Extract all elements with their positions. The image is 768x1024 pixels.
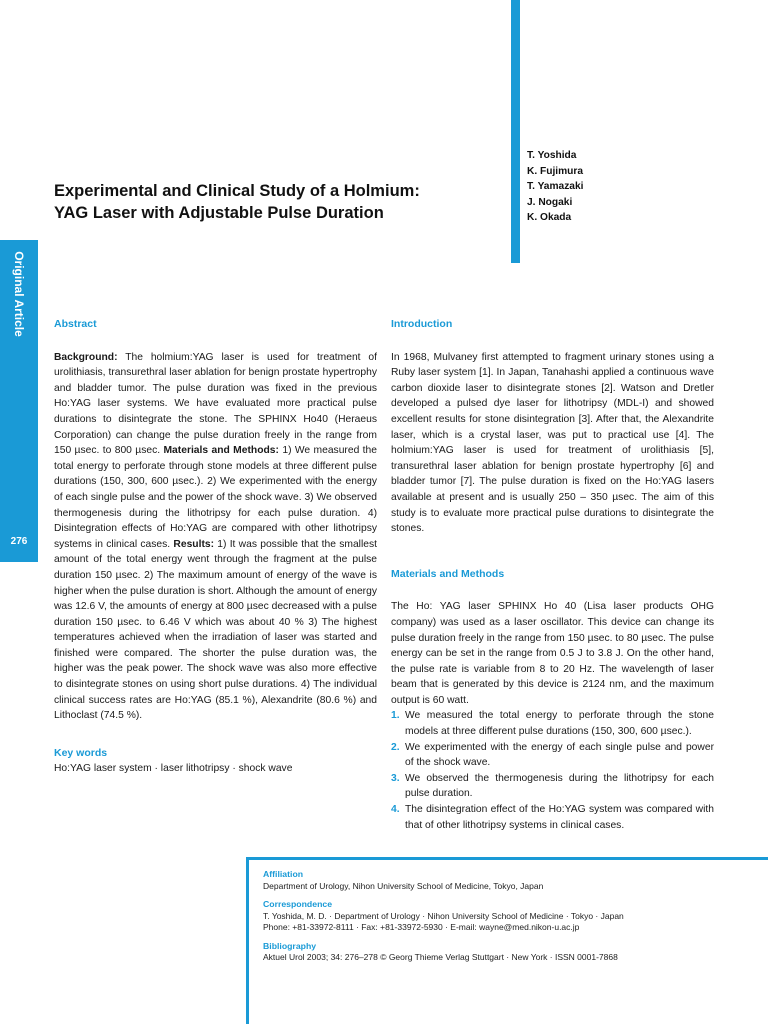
- list-text: We experimented with the energy of each single pulse and power of the shock wave.: [405, 741, 714, 769]
- list-text: We measured the total energy to perforate through the stone models at three different pulse durations (150, 300, 600 µsec.).: [405, 710, 714, 738]
- bibliography-heading: Bibliography: [263, 940, 317, 951]
- affiliation-top-rule: [246, 857, 768, 860]
- list-item: [391, 708, 714, 739]
- abstract-heading: Abstract: [54, 318, 97, 330]
- article-title: [54, 180, 494, 224]
- affiliation-left-rule: [246, 857, 249, 1024]
- list-number: 4.: [391, 804, 400, 816]
- list-item: [391, 740, 714, 771]
- article-title-line-2: YAG Laser with Adjustable Pulse Duration: [54, 204, 384, 222]
- methods-text: 1) We measured the total energy to perforate through stone models at three different pulse durations (150, 300, 600 µsec.). 2) We experimented with the energy of each single pulse and the power of the shock wave. 3) We observed thermogenesis during the lithotripsy for each pulse duration. 4) Disintegration effects of Ho:YAG are compared with other lithotripsy systems in clinical cases.: [54, 445, 377, 550]
- correspondence-contact: Phone: +81-33972-8111 · Fax: +81-33972-5930 · E-mail: wayne@med.nikon-u.ac.jp: [263, 922, 580, 932]
- results-label: Results:: [173, 538, 215, 550]
- author-list: [527, 148, 583, 226]
- methods-heading: Materials and Methods: [391, 567, 505, 580]
- affiliation-heading: Affiliation: [263, 869, 304, 879]
- article-title-line-1: Experimental and Clinical Study of a Holmium:: [54, 182, 420, 200]
- author: J. Nogaki: [527, 196, 573, 208]
- background-text: The holmium:YAG laser is used for treatment of urolithiasis, transurethral laser ablation for benign prostate hypertrophy and bladder tumor. The pulse duration was fixed in the previous Ho:YAG laser systems. We have evaluated more practical pulse durations to disintegrate the stone. The SPHINX Ho40 (Heraeus Corporation) can change the pulse duration freely in the range from 150 µsec. to 800 µsec.: [54, 351, 377, 457]
- keywords-heading: Key words: [54, 746, 108, 759]
- methods-text: The Ho: YAG laser SPHINX Ho 40 (Lisa laser products OHG company) was used as a laser oscillator. This device can change its pulse duration freely in the range from 150 µsec. to 80 µsec. The pulse energy can be set in the range from 0.5 J to 3.8 J. On the other hand, the pulse rate is variable from 8 to 20 Hz. The wavelength of laser beam that is generated by this device is 2124 nm, and the maximum output is 60 watt.: [391, 601, 714, 706]
- affiliation-text: Department of Urology, Nihon University School of Medicine, Tokyo, Japan: [263, 880, 544, 891]
- author: T. Yoshida: [527, 150, 577, 161]
- list-item: [391, 771, 714, 802]
- article-type-label: Original Article: [12, 251, 27, 337]
- introduction-heading: Introduction: [391, 318, 453, 330]
- page-number: 276: [10, 536, 28, 547]
- correspondence-address: T. Yoshida, M. D. · Department of Urology · Nihon University School of Medicine · Tokyo · Japan: [263, 910, 624, 921]
- list-number: 3.: [391, 772, 400, 784]
- list-number: 1.: [391, 710, 400, 722]
- list-text: The disintegration effect of the Ho:YAG system was compared with that of other lithotripsy systems in clinical cases.: [405, 804, 714, 831]
- list-text: We observed the thermogenesis during the lithotripsy for each pulse duration.: [405, 772, 714, 800]
- header-accent-bar: [511, 0, 520, 263]
- author: T. Yamazaki: [527, 181, 584, 193]
- author: K. Okada: [527, 212, 572, 224]
- abstract-text: [54, 350, 377, 724]
- bibliography-text: Aktuel Urol 2003; 34: 276–278 © Georg Thieme Verlag Stuttgart · New York · ISSN 0001-7868: [263, 952, 618, 962]
- results-text: 1) It was possible that the smallest amount of the total energy went through the fragment at the pulse duration 150 µsec. 2) The maximum amount of energy of the wave is higher when the pulse duration is short. Although the amount of energy was 12.6 V, the amounts of energy at 800 µsec decreased with a pulse duration 150 µsec. to 6.46 V which was about 40 % 3) The highest temperatures achieved when the irradiation of laser was started and finished were compared. The shorter the pulse duration was, the higher was the peak power. The shock wave was also more effective to disintegrate stones on using short pulse durations. 4) The individual clinical success rates are Ho:YAG (85.1 %), Alexandrite (80.6 %) and Lithoclast (74.5 %).: [54, 538, 377, 722]
- methods-label: Materials and Methods:: [163, 445, 279, 457]
- background-label: Background:: [54, 351, 118, 363]
- methods-list: [391, 708, 714, 833]
- introduction-text: In 1968, Mulvaney first attempted to fragment urinary stones using a Ruby laser system [1]. In Japan, Tanahashi applied a continuous wave carbon dioxide laser to disintegrate stones [2]. Watson and Dretler developed a pulsed dye laser for lithotripsy (MDL-I) and showed excellent results for stone disintegration [3]. After that, the Alexandrite laser, which is a crystal laser, was put to practical use [4]. The holmium:YAG laser is used for treatment of urolithiasis [5], transurethral laser ablation for benign prostate hypertrophy [6] and bladder tumor [7]. The pulse duration is fixed on the Ho:YAG lasers available at present and is usually 250 – 350 µsec. The aim of this study is to evaluate more practical pulse durations to disintegrate the stones.: [391, 351, 714, 535]
- keywords-text: Ho:YAG laser system · laser lithotripsy · shock wave: [54, 763, 293, 775]
- list-number: 2.: [391, 741, 400, 753]
- left-column: [54, 317, 377, 777]
- list-item: [391, 802, 714, 833]
- right-column: [391, 317, 714, 833]
- correspondence-heading: Correspondence: [263, 899, 333, 909]
- section-side-tab: [0, 240, 38, 562]
- affiliation-box: [246, 857, 768, 1024]
- author: K. Fujimura: [527, 165, 584, 177]
